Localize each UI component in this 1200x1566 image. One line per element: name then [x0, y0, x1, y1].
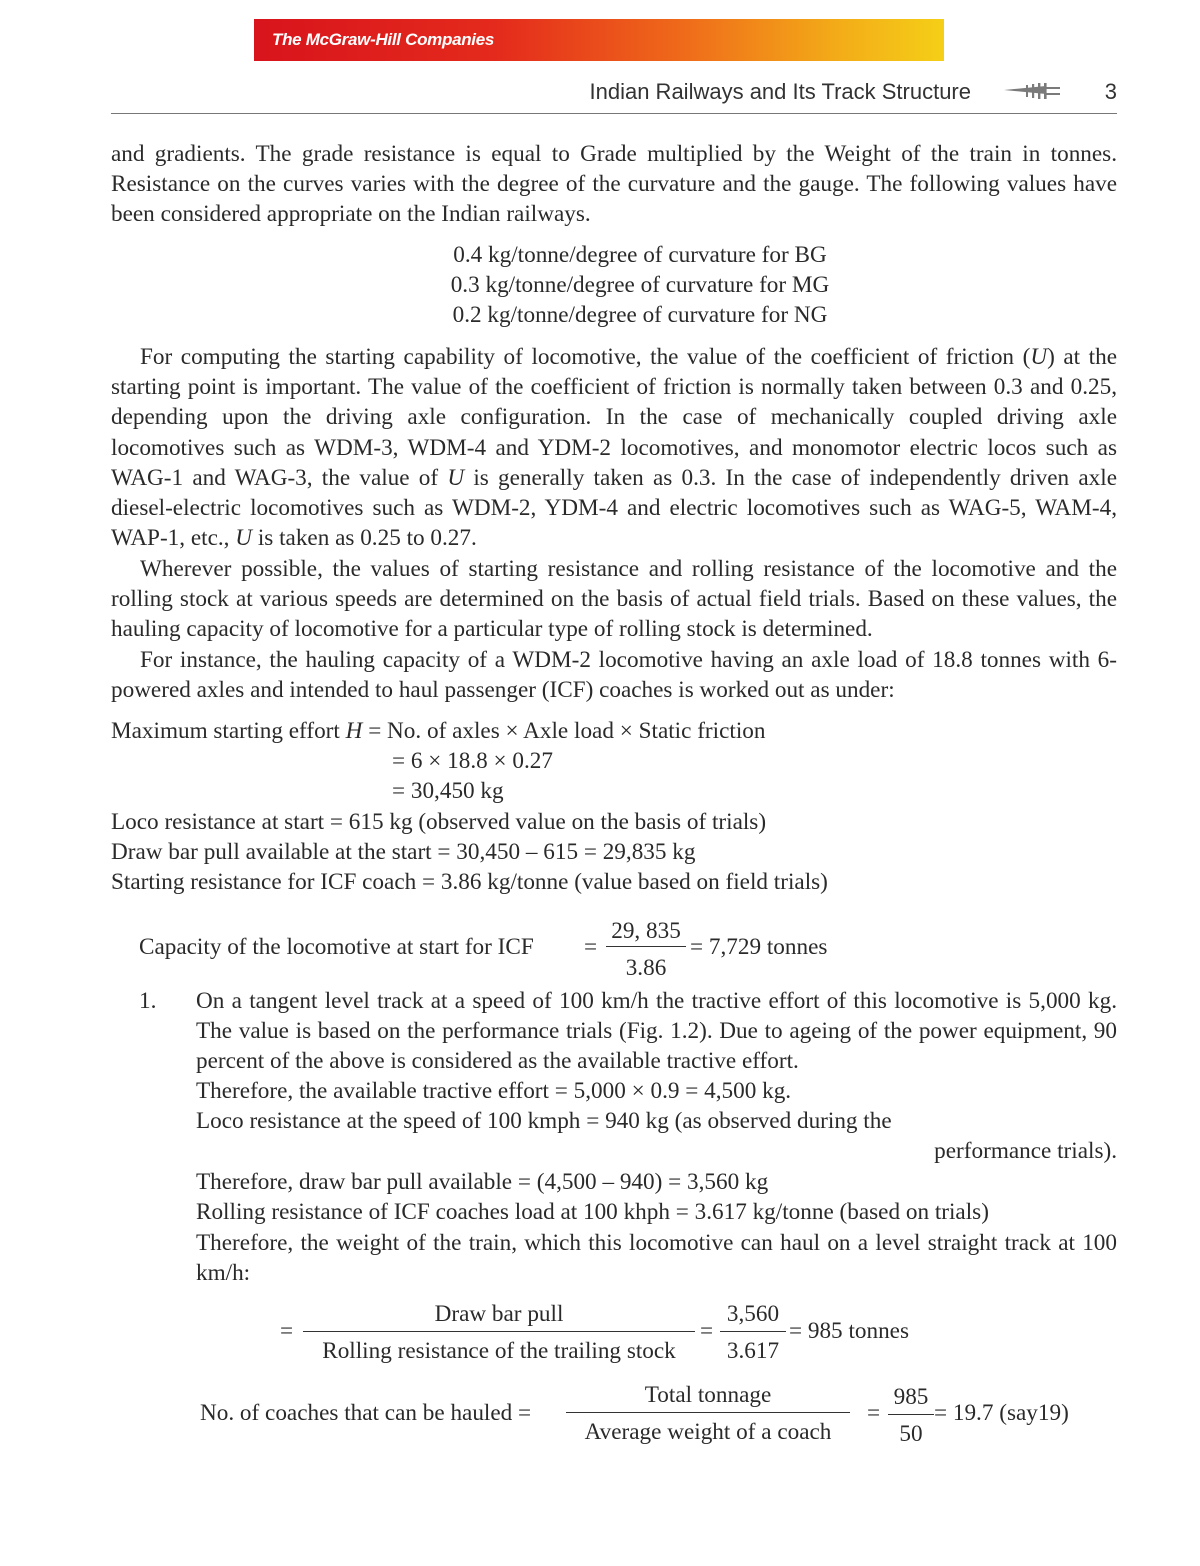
capacity-numerator: 29, 835 — [611, 918, 681, 944]
loco-resistance-100: Loco resistance at the speed of 100 kmph = 940 kg (as observed during the — [196, 1108, 892, 1134]
friction-symbol: U — [1030, 344, 1048, 370]
curve-value-mg: 0.3 kg/tonne/degree of curvature for MG — [450, 272, 830, 299]
friction-text-1: For computing the starting capability of locomotive, the value of the coefficient of friction ( — [140, 344, 1031, 370]
capacity-result: = 7,729 tonnes — [690, 934, 828, 960]
coaches-fraction-bar — [566, 1412, 850, 1413]
weight-fraction-bar — [303, 1331, 695, 1332]
loco-resistance-start: Loco resistance at start = 615 kg (observed value on the basis of trials) — [111, 809, 767, 835]
friction-paragraph — [111, 342, 1117, 553]
friction-symbol: U — [235, 525, 253, 552]
item-number: 1. — [139, 988, 157, 1014]
trials-paragraph: Wherever possible, the values of starting resistance and rolling resistance of the locomotive and the rolling stock at various speeds are determined on the basis of actual field trials. Based on these values, the hauling capacity of locomotive for a particular type of rolling stock is determined. — [111, 556, 1117, 643]
coaches-label: No. of coaches that can be hauled = — [200, 1400, 532, 1426]
weight-equals-2: = — [700, 1318, 714, 1344]
h-step-2: = 30,450 kg — [392, 778, 504, 804]
weight-denominator-2: 3.617 — [726, 1338, 780, 1364]
loco-resistance-100-end: performance trials). — [934, 1138, 1117, 1164]
coaches-equals: = — [867, 1400, 881, 1426]
chapter-title: Indian Railways and Its Track Structure — [589, 79, 971, 104]
starting-resistance-icf: Starting resistance for ICF coach = 3.86 kg/tonne (value based on field trials) — [111, 869, 828, 895]
header-rule — [111, 113, 1117, 114]
rail-track-icon — [1002, 83, 1062, 99]
friction-text-3: is generally taken as 0.3. In the case of independently driven axle diesel-electric locomotives such as WDM-2, YDM-4 and electric locomotives such as WAG-5, WAM-4, WAP-1, etc., — [111, 464, 1117, 552]
capacity-denominator: 3.86 — [625, 955, 667, 981]
friction-text-4: is taken as 0.25 to 0.27. — [252, 525, 477, 552]
coaches-numerator-2: 985 — [893, 1384, 929, 1410]
friction-symbol: U — [447, 464, 465, 491]
publisher-banner — [254, 19, 944, 61]
weight-result: = 985 tonnes — [789, 1318, 909, 1344]
train-weight-intro: Therefore, the weight of the train, which this locomotive can haul on a level straight track at 100 km/h: — [196, 1230, 1117, 1287]
draw-bar-start: Draw bar pull available at the start = 30,450 – 615 = 29,835 kg — [111, 839, 696, 865]
weight-numerator: Draw bar pull — [434, 1301, 564, 1327]
available-effort: Therefore, the available tractive effort = 5,000 × 0.9 = 4,500 kg. — [196, 1078, 792, 1104]
coaches-fraction-bar-2 — [888, 1414, 934, 1415]
item-text: On a tangent level track at a speed of 100 km/h the tractive effort of this locomotive is 5,000 kg. The value is based on the performance trials (Fig. 1.2). Due to ageing of the power equipment, 90 percent of the above is considered as the available tractive effort. — [196, 988, 1117, 1075]
draw-bar-available: Therefore, draw bar pull available = (4,500 – 940) = 3,560 kg — [196, 1169, 769, 1195]
curve-value-bg: 0.4 kg/tonne/degree of curvature for BG — [453, 242, 827, 268]
capacity-label: Capacity of the locomotive at start for ICF — [139, 934, 534, 960]
weight-equals-1: = — [280, 1318, 294, 1344]
publisher-logo: The McGraw-Hill Companies — [272, 30, 495, 49]
weight-denominator: Rolling resistance of the trailing stock — [322, 1338, 676, 1364]
capacity-fraction-bar — [606, 946, 686, 947]
curve-value-ng: 0.2 kg/tonne/degree of curvature for NG — [452, 302, 828, 329]
curve-values — [360, 240, 920, 331]
coaches-numerator: Total tonnage — [644, 1382, 772, 1408]
instance-paragraph: For instance, the hauling capacity of a WDM-2 locomotive having an axle load of 18.8 tonnes with 6-powered axles and intended to haul passenger (ICF) coaches is worked out as under: — [111, 647, 1117, 704]
coaches-result: = 19.7 (say19) — [934, 1400, 1069, 1426]
h-prefix: Maximum starting effort — [111, 718, 346, 744]
coaches-denominator: Average weight of a coach — [584, 1419, 832, 1445]
max-starting-effort — [111, 716, 765, 746]
intro-paragraph: and gradients. The grade resistance is equal to Grade multiplied by the Weight of the train in tonnes. Resistance on the curves varies with the degree of the curvature and the gauge. The following values have been considered appropriate on the Indian railways. — [111, 141, 1117, 228]
running-head — [111, 78, 1117, 108]
h-symbol: H — [345, 718, 363, 744]
h-step-1: = 6 × 18.8 × 0.27 — [392, 748, 553, 774]
friction-text-2: ) at the starting point is important. The value of the coefficient of friction is normally taken between 0.3 and 0.25, depending upon the driving axle configuration. In the case of mechanically coupled driving axle locomotives such as WDM-3, WDM-4 and YDM-2 locomotives, and monomotor electric locos such as WAG-1 and WAG-3, the value of — [111, 344, 1117, 491]
h-definition: = No. of axles × Axle load × Static friction — [362, 718, 766, 744]
coaches-denominator-2: 50 — [899, 1421, 923, 1447]
rolling-resistance: Rolling resistance of ICF coaches load at 100 khph = 3.617 kg/tonne (based on trials) — [196, 1199, 989, 1225]
weight-fraction-bar-2 — [720, 1331, 786, 1332]
weight-numerator-2: 3,560 — [726, 1301, 780, 1327]
capacity-equals: = — [584, 934, 598, 960]
page-number: 3 — [1104, 79, 1117, 104]
